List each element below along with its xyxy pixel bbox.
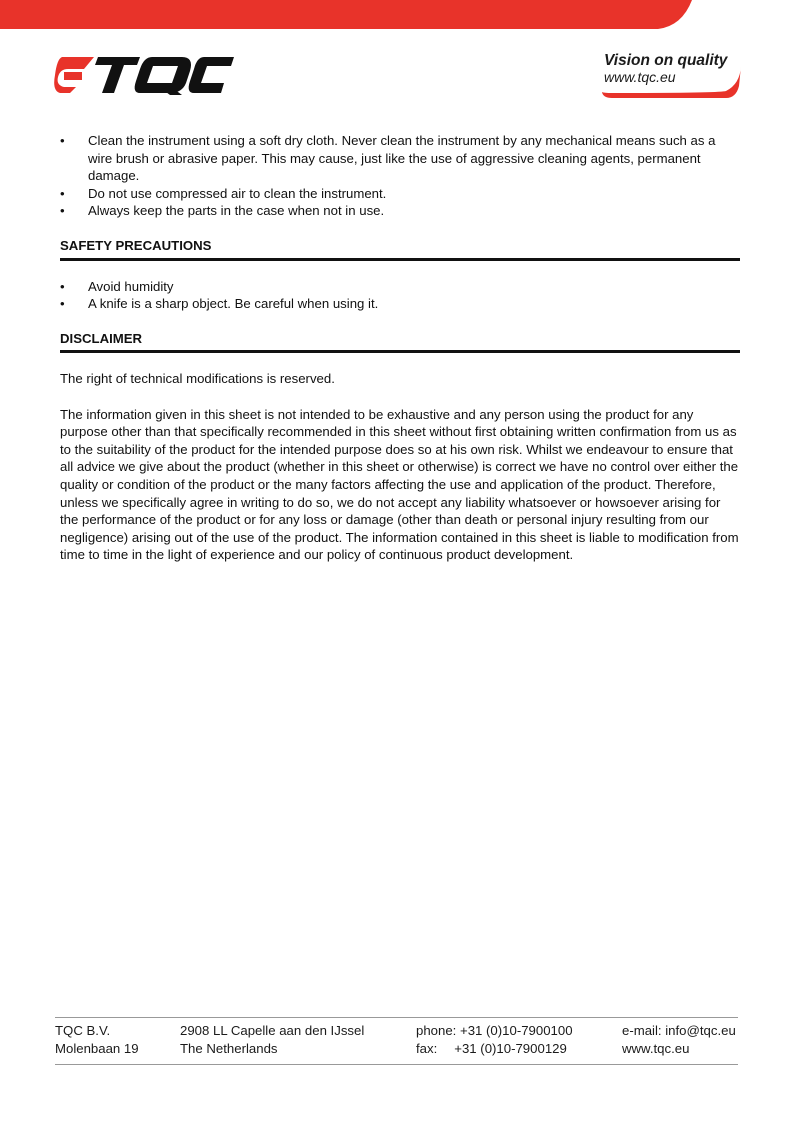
footer-phone-fax (416, 1022, 573, 1058)
list-item: • Avoid humidity (60, 278, 174, 294)
slogan-swoosh (600, 58, 742, 100)
list-item: • Do not use compressed air to clean the instrument. (60, 185, 387, 201)
footer-email[interactable]: e-mail: info@tqc.eu (622, 1023, 736, 1038)
footer-divider-bottom (55, 1064, 738, 1065)
bullet-icon: • (60, 185, 65, 201)
tqc-logo (54, 53, 236, 95)
disclaimer-paragraph: The information given in this sheet is not intended to be exhaustive and any person using the product for any purpose other than that specifically recommended in this sheet without first obtaining written confirmation from us as to the suitability of the product for the intended purpose does so at his own risk. Whilst we endeavour to ensure that all advice we give about the product (whether in this sheet or otherwise) is correct we have no control over either the quality or condition of the product or the many factors affecting the use and application of the product. Therefore, unless we specifically agree in writing to do so, we do not accept any liability whatsoever or howsoever arising for the performance of the product or for any loss or damage (other than death or personal injury resulting from our negligence) arising out of the use of the product. The information contained in this sheet is liable to modification from time to time in the light of experience and our policy of continuous product development. (60, 406, 739, 563)
bullet-icon: • (60, 203, 65, 219)
footer-company: TQC B.V. (55, 1023, 111, 1038)
disclaimer-paragraph: The right of technical modifications is reserved. (60, 371, 335, 387)
slogan-url: www.tqc.eu (604, 69, 676, 85)
header-band (0, 0, 793, 34)
slogan-title: Vision on quality (604, 52, 728, 69)
safety-list (60, 278, 740, 313)
bullet-icon: • (60, 296, 65, 312)
bullet-icon: • (60, 133, 65, 148)
list-item: • Clean the instrument using a soft dry cloth. Never clean the instrument by any mechanical means such as a wire brush or abrasive paper. This may cause, just like the use of aggressive cleaning agents, permanent damage. (60, 133, 716, 184)
footer-fax-label: fax: (416, 1041, 438, 1056)
disclaimer-heading: DISCLAIMER (60, 330, 740, 354)
footer-phone: phone: +31 (0)10-7900100 (416, 1023, 573, 1038)
footer-fax-number: +31 (0)10-7900129 (454, 1041, 567, 1056)
slogan (600, 52, 742, 100)
footer-divider-top (55, 1017, 738, 1018)
footer-web[interactable]: www.tqc.eu (622, 1041, 690, 1056)
list-item: • Always keep the parts in the case when not in use. (60, 203, 385, 219)
bullet-icon: • (60, 278, 65, 294)
document-body (60, 132, 740, 564)
safety-heading: SAFETY PRECAUTIONS (60, 237, 740, 261)
maintenance-list (60, 132, 740, 220)
footer-city (180, 1022, 364, 1058)
footer-street: Molenbaan 19 (55, 1041, 139, 1056)
list-item: • A knife is a sharp object. Be careful when using it. (60, 296, 379, 312)
footer-address (55, 1022, 139, 1058)
footer-country: The Netherlands (180, 1041, 278, 1056)
footer-postal: 2908 LL Capelle aan den IJssel (180, 1023, 365, 1038)
footer-contact (622, 1022, 736, 1058)
